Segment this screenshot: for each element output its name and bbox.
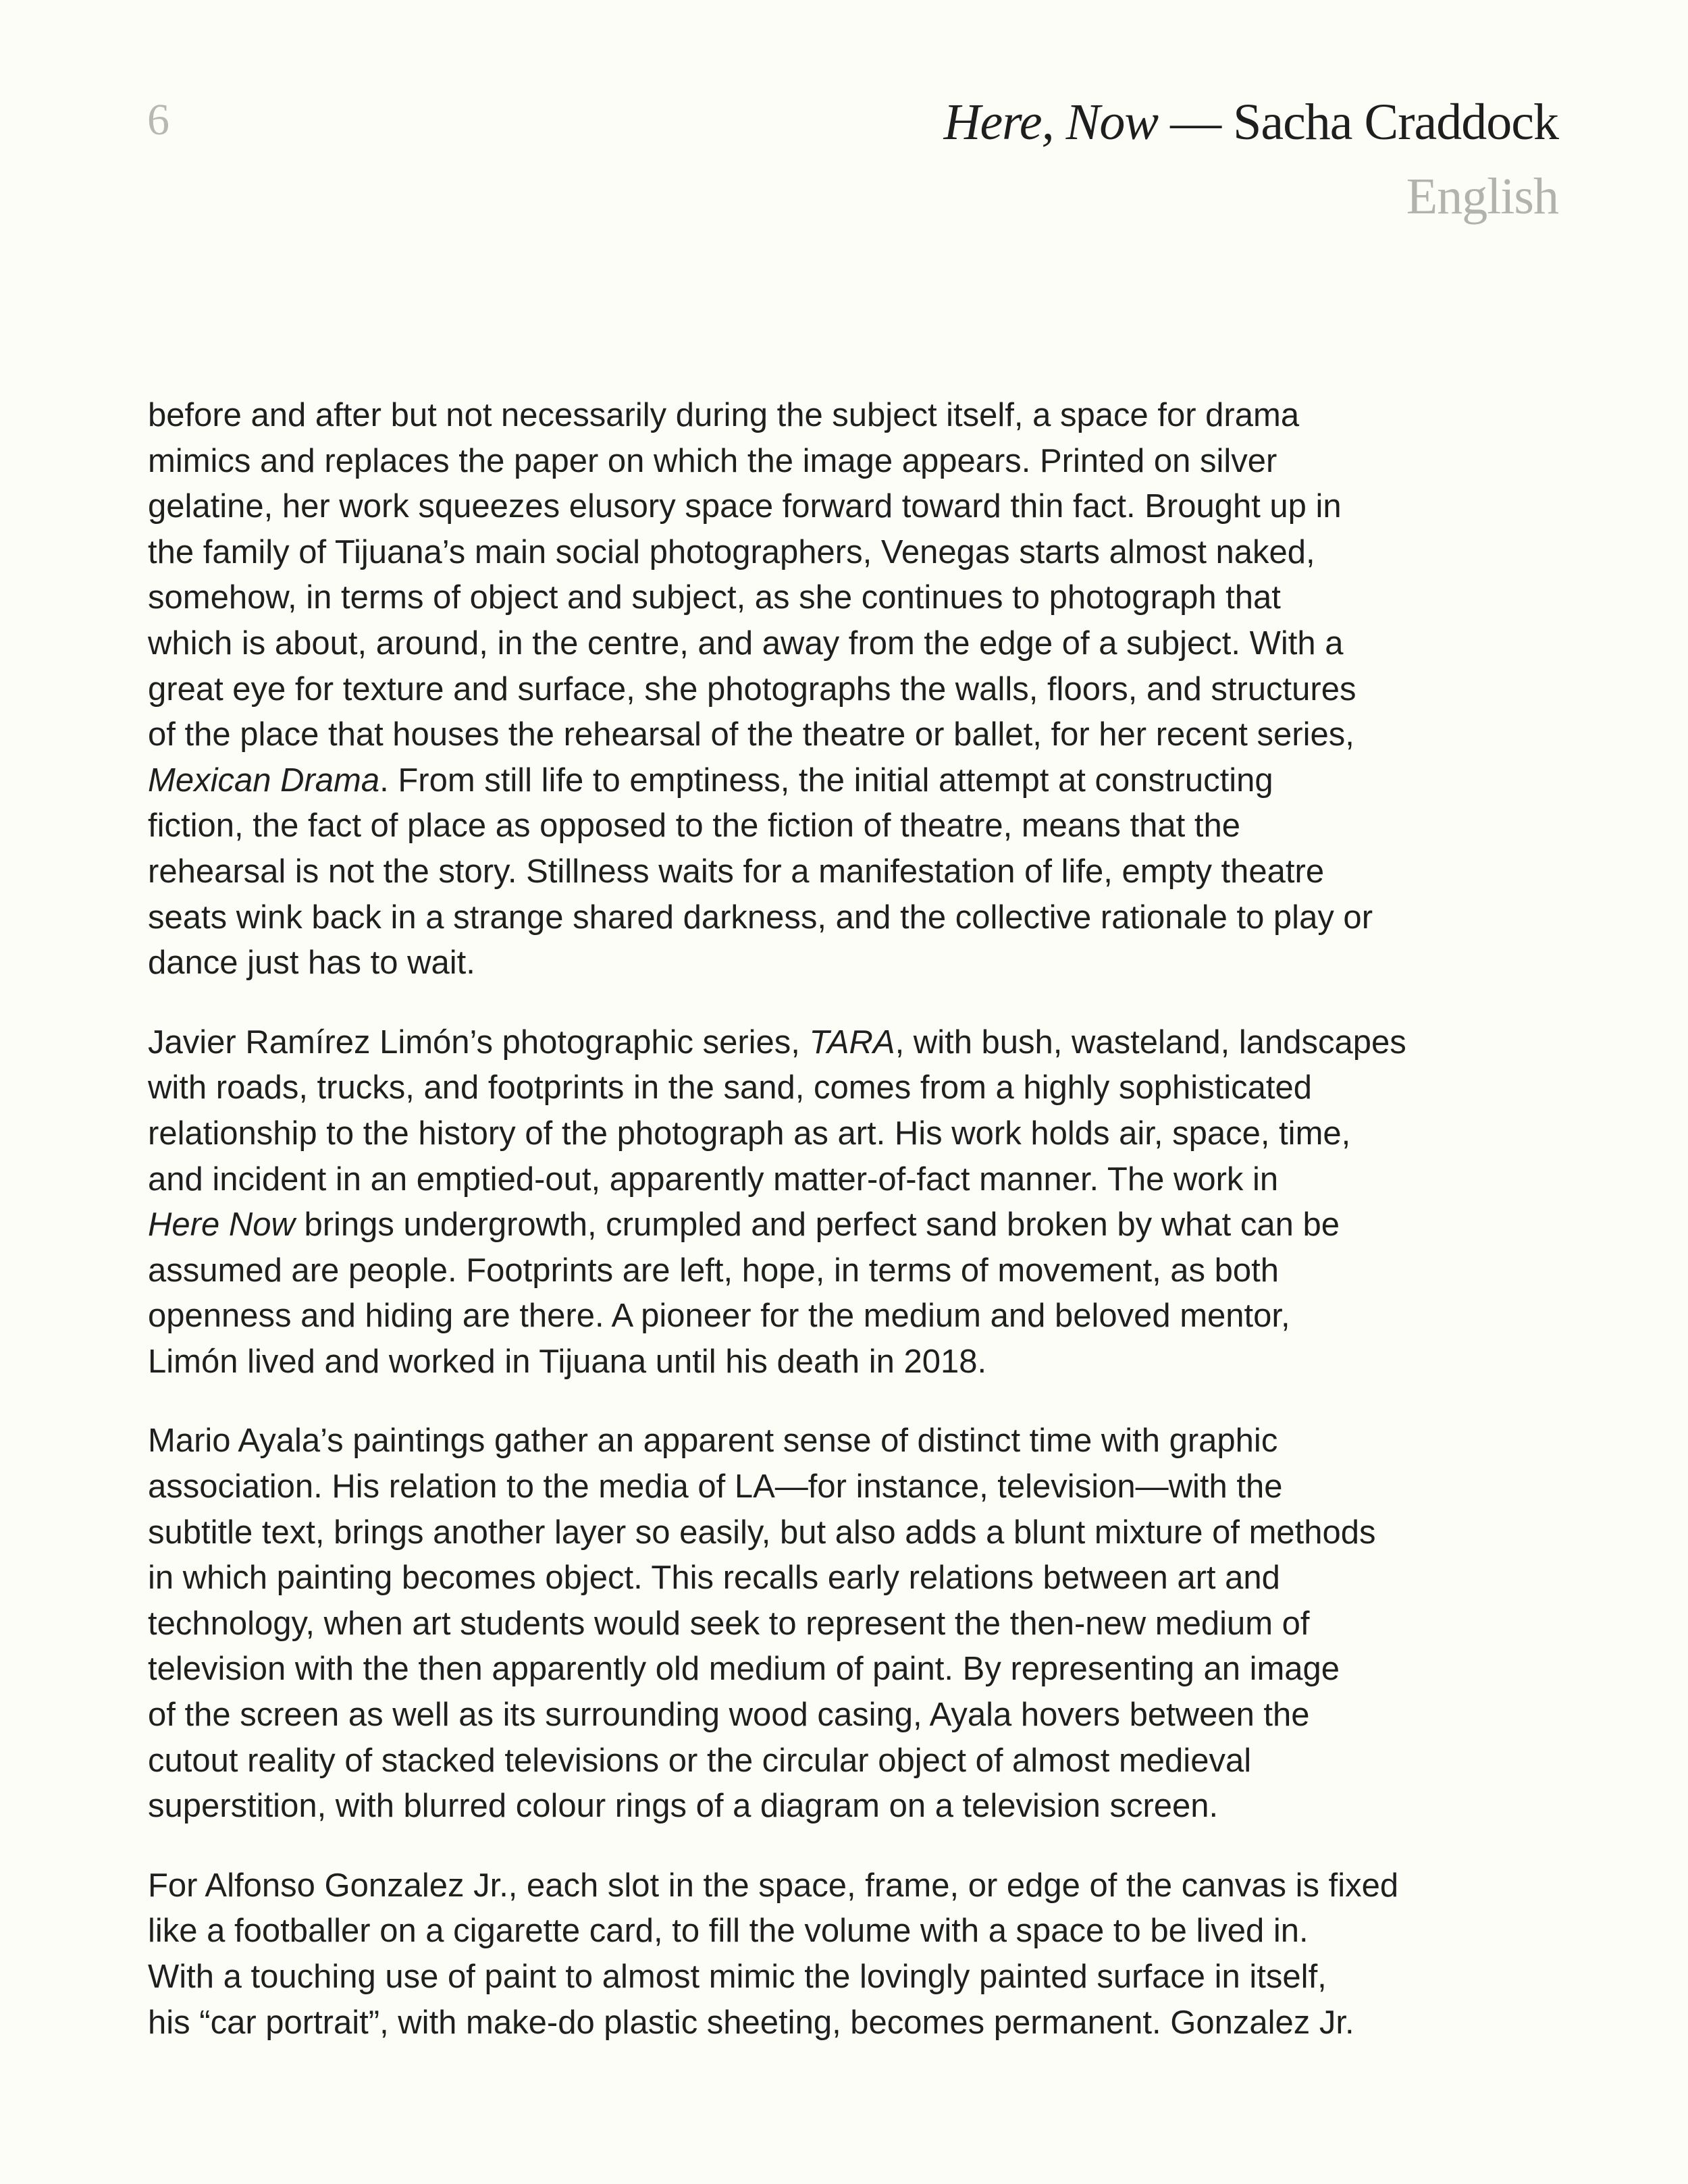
text-line — [148, 1248, 1566, 1294]
text-line — [148, 758, 1566, 804]
text-line — [148, 1339, 1566, 1385]
text-line — [148, 621, 1566, 667]
text-segment: which is about, around, in the centre, and away from the edge of a subject. With a — [148, 624, 1344, 662]
italic-title: Mexican Drama — [148, 762, 380, 799]
text-line — [148, 1693, 1566, 1738]
text-line — [148, 530, 1566, 576]
text-segment: of the screen as well as its surrounding wood casing, Ayala hovers between the — [148, 1697, 1310, 1734]
text-segment: superstition, with blurred colour rings of a diagram on a television screen. — [148, 1788, 1219, 1825]
text-segment: his “car portrait”, with make-do plastic sheeting, becomes permanent. Gonzalez Jr. — [148, 2004, 1354, 2041]
text-segment: seats wink back in a strange shared darkness, and the collective rationale to play or — [148, 899, 1373, 936]
text-segment: dance just has to wait. — [148, 944, 475, 982]
text-line — [148, 940, 1566, 986]
text-segment: fiction, the fact of place as opposed to the fiction of theatre, means that the — [148, 807, 1241, 845]
text-segment: Javier Ramírez Limón’s photographic series, — [148, 1023, 810, 1061]
text-segment: subtitle text, brings another layer so easily, but also adds a blunt mixture of methods — [148, 1514, 1376, 1551]
text-segment: technology, when art students would seek to represent the then-new medium of — [148, 1605, 1310, 1642]
text-segment: before and after but not necessarily during the subject itself, a space for drama — [148, 397, 1300, 433]
text-line — [148, 1954, 1566, 2000]
text-segment: openness and hiding are there. A pioneer for the medium and beloved mentor, — [148, 1298, 1290, 1335]
text-line — [148, 439, 1566, 485]
text-segment: For Alfonso Gonzalez Jr., each slot in the space, frame, or edge of the canvas is fixed — [148, 1867, 1399, 1904]
text-line — [148, 1418, 1566, 1464]
text-line — [148, 1863, 1566, 1909]
text-line — [148, 895, 1566, 941]
text-segment: brings undergrowth, crumpled and perfect sand broken by what can be — [294, 1206, 1340, 1244]
text-line — [148, 1909, 1566, 1954]
paragraph — [148, 1418, 1566, 1829]
text-segment: Limón lived and worked in Tijuana until his death in 2018. — [148, 1343, 987, 1380]
body-text — [148, 393, 1566, 2079]
text-line — [148, 712, 1566, 758]
text-segment: association. His relation to the media of LA—for instance, television—with the — [148, 1468, 1283, 1506]
author-credit: — Sacha Craddock — [1158, 94, 1558, 151]
text-line — [148, 1784, 1566, 1830]
text-line — [148, 2000, 1566, 2046]
text-segment: relationship to the history of the photograph as art. His work holds air, space, time, — [148, 1115, 1351, 1152]
text-segment: like a footballer on a cigarette card, to fill the volume with a space to be lived in. — [148, 1913, 1309, 1950]
text-segment: gelatine, her work squeezes elusory space forward toward thin fact. Brought up in — [148, 488, 1342, 525]
text-segment: cutout reality of stacked televisions or the circular object of almost medieval — [148, 1742, 1252, 1779]
text-segment: of the place that houses the rehearsal of the theatre or ballet, for her recent series, — [148, 716, 1354, 753]
text-segment: rehearsal is not the story. Stillness waits for a manifestation of life, empty theatre — [148, 853, 1325, 890]
text-line — [148, 575, 1566, 621]
text-line — [148, 393, 1566, 439]
text-segment: somehow, in terms of object and subject, as she continues to photograph that — [148, 579, 1281, 616]
italic-title: TARA — [809, 1023, 895, 1061]
text-segment: great eye for texture and surface, she photographs the walls, floors, and structures — [148, 670, 1356, 708]
text-segment: the family of Tijuana’s main social photographers, Venegas starts almost naked, — [148, 533, 1315, 570]
text-segment: and incident in an emptied-out, apparently matter-of-fact manner. The work in — [148, 1161, 1279, 1198]
text-line — [148, 484, 1566, 530]
text-line — [148, 667, 1566, 713]
language-label: English — [1406, 168, 1558, 225]
text-segment: Mario Ayala’s paintings gather an apparent sense of distinct time with graphic — [148, 1422, 1278, 1460]
text-line — [148, 1020, 1566, 1066]
italic-title: Here Now — [148, 1206, 295, 1244]
text-segment: with roads, trucks, and footprints in the sand, comes from a highly sophisticated — [148, 1069, 1313, 1107]
text-line — [148, 803, 1566, 849]
text-line — [148, 1202, 1566, 1248]
paragraph — [148, 1863, 1566, 2046]
text-line — [148, 1555, 1566, 1601]
text-segment: . From still life to emptiness, the initial attempt at constructing — [379, 762, 1273, 799]
text-line — [148, 1601, 1566, 1647]
text-line — [148, 849, 1566, 895]
running-title — [944, 85, 1558, 159]
page-number: 6 — [147, 95, 170, 144]
text-segment: With a touching use of paint to almost mimic the lovingly painted surface in itself, — [148, 1959, 1327, 1995]
text-line — [148, 1510, 1566, 1556]
text-segment: television with the then apparently old medium of paint. By representing an image — [148, 1651, 1340, 1688]
running-head — [944, 85, 1558, 234]
text-segment: mimics and replaces the paper on which the image appears. Printed on silver — [148, 442, 1277, 479]
text-line — [148, 1065, 1566, 1111]
text-segment: , with bush, wasteland, landscapes — [895, 1023, 1406, 1061]
text-segment: assumed are people. Footprints are left, hope, in terms of movement, as both — [148, 1252, 1280, 1289]
text-line — [148, 1157, 1566, 1203]
text-line — [148, 1647, 1566, 1693]
paragraph — [148, 393, 1566, 986]
text-line — [148, 1294, 1566, 1339]
paragraph — [148, 1020, 1566, 1385]
work-title: Here, Now — [943, 94, 1159, 151]
text-line — [148, 1464, 1566, 1510]
text-line — [148, 1738, 1566, 1784]
text-line — [148, 1111, 1566, 1157]
text-segment: in which painting becomes object. This recalls early relations between art and — [148, 1560, 1280, 1597]
